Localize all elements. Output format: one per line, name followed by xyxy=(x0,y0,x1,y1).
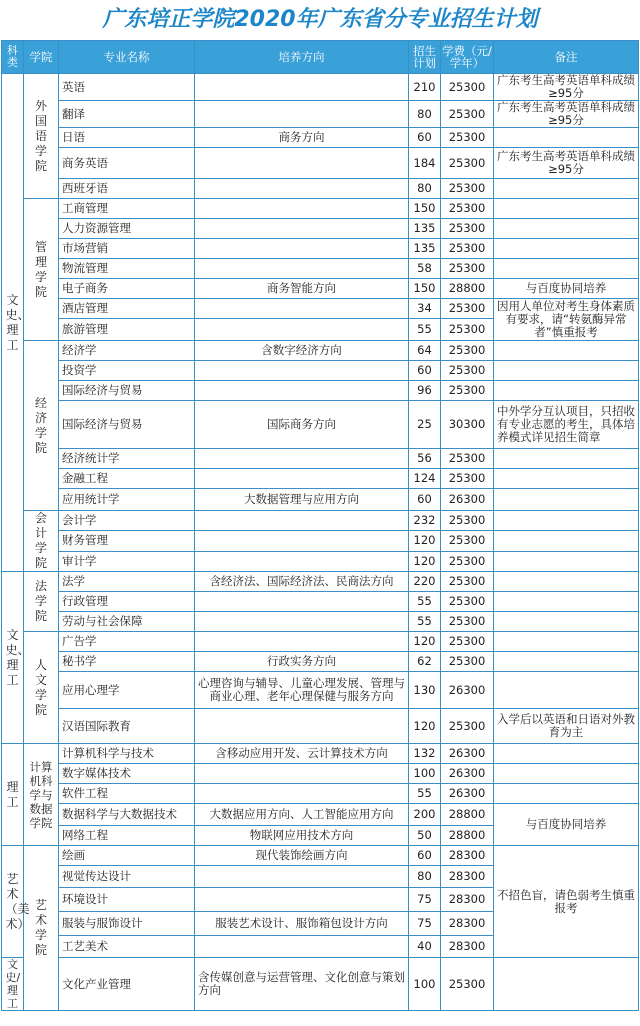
plan-cell: 40 xyxy=(409,936,441,958)
major-cell: 投资学 xyxy=(59,361,195,381)
school-cell: 法学院 xyxy=(24,572,59,632)
direction-cell: 服装艺术设计、服饰箱包设计方向 xyxy=(195,912,409,936)
fee-cell: 28300 xyxy=(441,912,494,936)
note-cell xyxy=(494,764,639,784)
plan-cell: 220 xyxy=(409,572,441,592)
fee-cell: 25300 xyxy=(441,531,494,551)
major-cell: 人力资源管理 xyxy=(59,219,195,239)
fee-cell: 25300 xyxy=(441,74,494,101)
fee-cell: 25300 xyxy=(441,612,494,632)
direction-cell xyxy=(195,199,409,219)
direction-cell: 含移动应用开发、云计算技术方向 xyxy=(195,744,409,764)
plan-cell: 120 xyxy=(409,709,441,744)
table-row xyxy=(2,572,639,592)
note-cell xyxy=(494,341,639,361)
direction-cell xyxy=(195,299,409,319)
plan-cell: 130 xyxy=(409,672,441,709)
direction-cell xyxy=(195,866,409,888)
direction-cell xyxy=(195,74,409,101)
note-cell xyxy=(494,592,639,612)
fee-cell: 30300 xyxy=(441,401,494,449)
fee-cell: 25300 xyxy=(441,128,494,148)
fee-cell: 26300 xyxy=(441,489,494,511)
table-row xyxy=(2,709,639,744)
note-cell xyxy=(494,179,639,199)
school-cell: 经济学院 xyxy=(24,341,59,511)
plan-cell: 58 xyxy=(409,259,441,279)
direction-cell xyxy=(195,592,409,612)
note-cell: 广东考生高考英语单科成绩≥95分 xyxy=(494,101,639,128)
direction-cell: 行政实务方向 xyxy=(195,652,409,672)
direction-cell xyxy=(195,551,409,571)
table-row xyxy=(2,341,639,361)
plan-cell: 50 xyxy=(409,826,441,846)
direction-cell xyxy=(195,612,409,632)
major-cell: 金融工程 xyxy=(59,469,195,489)
note-cell xyxy=(494,551,639,571)
major-cell: 经济学 xyxy=(59,341,195,361)
note-cell: 广东考生高考英语单科成绩≥95分 xyxy=(494,74,639,101)
direction-cell xyxy=(195,219,409,239)
note-cell: 与百度协同培养 xyxy=(494,279,639,299)
fee-cell: 28300 xyxy=(441,888,494,912)
school-cell: 艺术学院 xyxy=(24,846,59,1011)
plan-cell: 80 xyxy=(409,179,441,199)
major-cell: 市场营销 xyxy=(59,239,195,259)
plan-cell: 96 xyxy=(409,381,441,401)
note-cell xyxy=(494,239,639,259)
major-cell: 劳动与社会保障 xyxy=(59,612,195,632)
fee-cell: 25300 xyxy=(441,449,494,469)
fee-cell: 28300 xyxy=(441,866,494,888)
plan-cell: 25 xyxy=(409,401,441,449)
plan-cell: 60 xyxy=(409,128,441,148)
major-cell: 财务管理 xyxy=(59,531,195,551)
fee-cell: 25300 xyxy=(441,381,494,401)
table-row xyxy=(2,74,639,101)
plan-cell: 200 xyxy=(409,804,441,826)
direction-cell xyxy=(195,381,409,401)
fee-cell: 25300 xyxy=(441,299,494,319)
direction-cell xyxy=(195,179,409,199)
fee-cell: 25300 xyxy=(441,219,494,239)
major-cell: 广告学 xyxy=(59,632,195,652)
note-cell xyxy=(494,958,639,1011)
fee-cell: 26300 xyxy=(441,672,494,709)
category-cell: 文史、理工 xyxy=(2,74,24,572)
fee-cell: 28800 xyxy=(441,804,494,826)
school-cell: 管理学院 xyxy=(24,199,59,341)
direction-cell xyxy=(195,511,409,531)
major-cell: 电子商务 xyxy=(59,279,195,299)
table-row xyxy=(2,764,639,784)
fee-cell: 25300 xyxy=(441,632,494,652)
plan-cell: 100 xyxy=(409,958,441,1011)
header-note: 备注 xyxy=(494,41,639,74)
direction-cell: 国际商务方向 xyxy=(195,401,409,449)
major-cell: 酒店管理 xyxy=(59,299,195,319)
table-row xyxy=(2,101,639,128)
major-cell: 汉语国际教育 xyxy=(59,709,195,744)
direction-cell xyxy=(195,449,409,469)
note-cell: 入学后以英语和日语对外教育为主 xyxy=(494,709,639,744)
table-row xyxy=(2,784,639,804)
fee-cell: 25300 xyxy=(441,551,494,571)
major-cell: 会计学 xyxy=(59,511,195,531)
major-cell: 国际经济与贸易 xyxy=(59,381,195,401)
table-row xyxy=(2,401,639,449)
major-cell: 服装与服饰设计 xyxy=(59,912,195,936)
fee-cell: 25300 xyxy=(441,511,494,531)
note-cell xyxy=(494,572,639,592)
note-cell: 与百度协同培养 xyxy=(494,804,639,846)
major-cell: 工商管理 xyxy=(59,199,195,219)
school-cell: 计算机科学与数据学院 xyxy=(24,744,59,846)
plan-cell: 64 xyxy=(409,341,441,361)
table-row xyxy=(2,259,639,279)
direction-cell: 心理咨询与辅导、儿童心理发展、管理与商业心理、老年心理保健与服务方向 xyxy=(195,672,409,709)
fee-cell: 25300 xyxy=(441,592,494,612)
direction-cell: 大数据应用方向、人工智能应用方向 xyxy=(195,804,409,826)
direction-cell: 含传媒创意与运营管理、文化创意与策划方向 xyxy=(195,958,409,1011)
plan-cell: 120 xyxy=(409,551,441,571)
plan-cell: 60 xyxy=(409,489,441,511)
table-row xyxy=(2,381,639,401)
plan-cell: 55 xyxy=(409,592,441,612)
header-row xyxy=(2,41,639,74)
plan-cell: 55 xyxy=(409,612,441,632)
plan-cell: 80 xyxy=(409,101,441,128)
major-cell: 旅游管理 xyxy=(59,319,195,341)
plan-cell: 56 xyxy=(409,449,441,469)
plan-cell: 135 xyxy=(409,239,441,259)
category-cell: 理工 xyxy=(2,744,24,846)
fee-cell: 28800 xyxy=(441,826,494,846)
fee-cell: 25300 xyxy=(441,319,494,341)
table-row xyxy=(2,299,639,319)
table-row xyxy=(2,846,639,866)
note-cell xyxy=(494,652,639,672)
fee-cell: 25300 xyxy=(441,199,494,219)
header-major: 专业名称 xyxy=(59,41,195,74)
direction-cell xyxy=(195,936,409,958)
major-cell: 物流管理 xyxy=(59,259,195,279)
school-cell: 会计学院 xyxy=(24,511,59,572)
plan-cell: 80 xyxy=(409,866,441,888)
table-row xyxy=(2,632,639,652)
major-cell: 西班牙语 xyxy=(59,179,195,199)
fee-cell: 25300 xyxy=(441,469,494,489)
major-cell: 数字媒体技术 xyxy=(59,764,195,784)
table-row xyxy=(2,511,639,531)
category-cell: 文史/理工 xyxy=(2,958,24,1011)
plan-cell: 132 xyxy=(409,744,441,764)
table-row xyxy=(2,551,639,571)
fee-cell: 25300 xyxy=(441,652,494,672)
table-row xyxy=(2,128,639,148)
plan-cell: 100 xyxy=(409,764,441,784)
note-cell xyxy=(494,612,639,632)
direction-cell xyxy=(195,469,409,489)
note-cell xyxy=(494,381,639,401)
table-row xyxy=(2,958,639,1011)
major-cell: 秘书学 xyxy=(59,652,195,672)
plan-cell: 34 xyxy=(409,299,441,319)
plan-cell: 62 xyxy=(409,652,441,672)
note-cell xyxy=(494,469,639,489)
header-direction: 培养方向 xyxy=(195,41,409,74)
major-cell: 数据科学与大数据技术 xyxy=(59,804,195,826)
fee-cell: 25300 xyxy=(441,958,494,1011)
note-cell xyxy=(494,449,639,469)
major-cell: 软件工程 xyxy=(59,784,195,804)
note-cell xyxy=(494,361,639,381)
major-cell: 行政管理 xyxy=(59,592,195,612)
direction-cell: 含数字经济方向 xyxy=(195,341,409,361)
plan-cell: 210 xyxy=(409,74,441,101)
table-row xyxy=(2,219,639,239)
note-cell xyxy=(494,784,639,804)
major-cell: 绘画 xyxy=(59,846,195,866)
table-row xyxy=(2,279,639,299)
note-cell xyxy=(494,219,639,239)
note-cell xyxy=(494,632,639,652)
major-cell: 翻译 xyxy=(59,101,195,128)
major-cell: 计算机科学与技术 xyxy=(59,744,195,764)
major-cell: 英语 xyxy=(59,74,195,101)
major-cell: 日语 xyxy=(59,128,195,148)
fee-cell: 25300 xyxy=(441,259,494,279)
fee-cell: 25300 xyxy=(441,341,494,361)
note-cell xyxy=(494,489,639,511)
major-cell: 审计学 xyxy=(59,551,195,571)
table-row xyxy=(2,489,639,511)
plan-cell: 150 xyxy=(409,279,441,299)
direction-cell xyxy=(195,784,409,804)
header-school: 学院 xyxy=(24,41,59,74)
table-row xyxy=(2,531,639,551)
table-row xyxy=(2,449,639,469)
fee-cell: 26300 xyxy=(441,764,494,784)
fee-cell: 25300 xyxy=(441,148,494,179)
table-row xyxy=(2,469,639,489)
major-cell: 网络工程 xyxy=(59,826,195,846)
direction-cell: 大数据管理与应用方向 xyxy=(195,489,409,511)
note-cell xyxy=(494,511,639,531)
school-cell: 外国语学院 xyxy=(24,74,59,199)
note-cell: 广东考生高考英语单科成绩≥95分 xyxy=(494,148,639,179)
note-cell: 不招色盲，请色弱考生慎重报考 xyxy=(494,846,639,958)
note-cell: 中外学分互认项目，只招收有专业志愿的考生，具体培养模式详见招生简章 xyxy=(494,401,639,449)
note-cell xyxy=(494,259,639,279)
table-row xyxy=(2,804,639,826)
plan-cell: 55 xyxy=(409,319,441,341)
direction-cell xyxy=(195,764,409,784)
direction-cell: 商务智能方向 xyxy=(195,279,409,299)
major-cell: 环境设计 xyxy=(59,888,195,912)
table-row xyxy=(2,612,639,632)
plan-cell: 75 xyxy=(409,888,441,912)
table-row xyxy=(2,199,639,219)
major-cell: 文化产业管理 xyxy=(59,958,195,1011)
plan-cell: 60 xyxy=(409,361,441,381)
note-cell xyxy=(494,672,639,709)
plan-cell: 60 xyxy=(409,846,441,866)
direction-cell: 含经济法、国际经济法、民商法方向 xyxy=(195,572,409,592)
plan-cell: 120 xyxy=(409,632,441,652)
major-cell: 法学 xyxy=(59,572,195,592)
plan-cell: 184 xyxy=(409,148,441,179)
plan-cell: 135 xyxy=(409,219,441,239)
category-cell: 文史、理工 xyxy=(2,572,24,744)
fee-cell: 25300 xyxy=(441,572,494,592)
plan-cell: 55 xyxy=(409,784,441,804)
fee-cell: 25300 xyxy=(441,709,494,744)
major-cell: 商务英语 xyxy=(59,148,195,179)
major-cell: 经济统计学 xyxy=(59,449,195,469)
fee-cell: 28300 xyxy=(441,936,494,958)
direction-cell xyxy=(195,148,409,179)
fee-cell: 26300 xyxy=(441,744,494,764)
plan-cell: 232 xyxy=(409,511,441,531)
major-cell: 应用心理学 xyxy=(59,672,195,709)
page-title: 广东培正学院2020年广东省分专业招生计划 xyxy=(102,7,538,32)
school-cell: 人文学院 xyxy=(24,632,59,744)
direction-cell: 物联网应用技术方向 xyxy=(195,826,409,846)
table-row xyxy=(2,744,639,764)
direction-cell xyxy=(195,239,409,259)
major-cell: 应用统计学 xyxy=(59,489,195,511)
header-tuition: 学费（元/学年） xyxy=(441,41,494,74)
major-cell: 工艺美术 xyxy=(59,936,195,958)
table-row xyxy=(2,672,639,709)
table-row xyxy=(2,179,639,199)
major-cell: 国际经济与贸易 xyxy=(59,401,195,449)
header-category: 科类 xyxy=(2,41,24,74)
direction-cell xyxy=(195,259,409,279)
fee-cell: 26300 xyxy=(441,784,494,804)
table-row xyxy=(2,239,639,259)
direction-cell xyxy=(195,888,409,912)
direction-cell xyxy=(195,632,409,652)
fee-cell: 25300 xyxy=(441,101,494,128)
fee-cell: 28800 xyxy=(441,279,494,299)
table-row xyxy=(2,148,639,179)
table-row xyxy=(2,361,639,381)
fee-cell: 28300 xyxy=(441,846,494,866)
note-cell xyxy=(494,744,639,764)
header-plan: 招生计划 xyxy=(409,41,441,74)
direction-cell xyxy=(195,531,409,551)
direction-cell xyxy=(195,709,409,744)
fee-cell: 25300 xyxy=(441,239,494,259)
category-cell: 艺术（美术） xyxy=(2,846,24,958)
plan-cell: 124 xyxy=(409,469,441,489)
direction-cell xyxy=(195,319,409,341)
direction-cell: 现代装饰绘画方向 xyxy=(195,846,409,866)
direction-cell xyxy=(195,361,409,381)
major-cell: 视觉传达设计 xyxy=(59,866,195,888)
fee-cell: 25300 xyxy=(441,179,494,199)
note-cell xyxy=(494,128,639,148)
note-cell: 因用人单位对考生身体素质有要求，请“转氨酶异常者”慎重报考 xyxy=(494,299,639,341)
direction-cell xyxy=(195,101,409,128)
direction-cell: 商务方向 xyxy=(195,128,409,148)
note-cell xyxy=(494,199,639,219)
plan-cell: 150 xyxy=(409,199,441,219)
note-cell xyxy=(494,531,639,551)
plan-cell: 120 xyxy=(409,531,441,551)
enrollment-table xyxy=(1,40,639,1011)
table-row xyxy=(2,652,639,672)
plan-cell: 75 xyxy=(409,912,441,936)
table-row xyxy=(2,592,639,612)
fee-cell: 25300 xyxy=(441,361,494,381)
